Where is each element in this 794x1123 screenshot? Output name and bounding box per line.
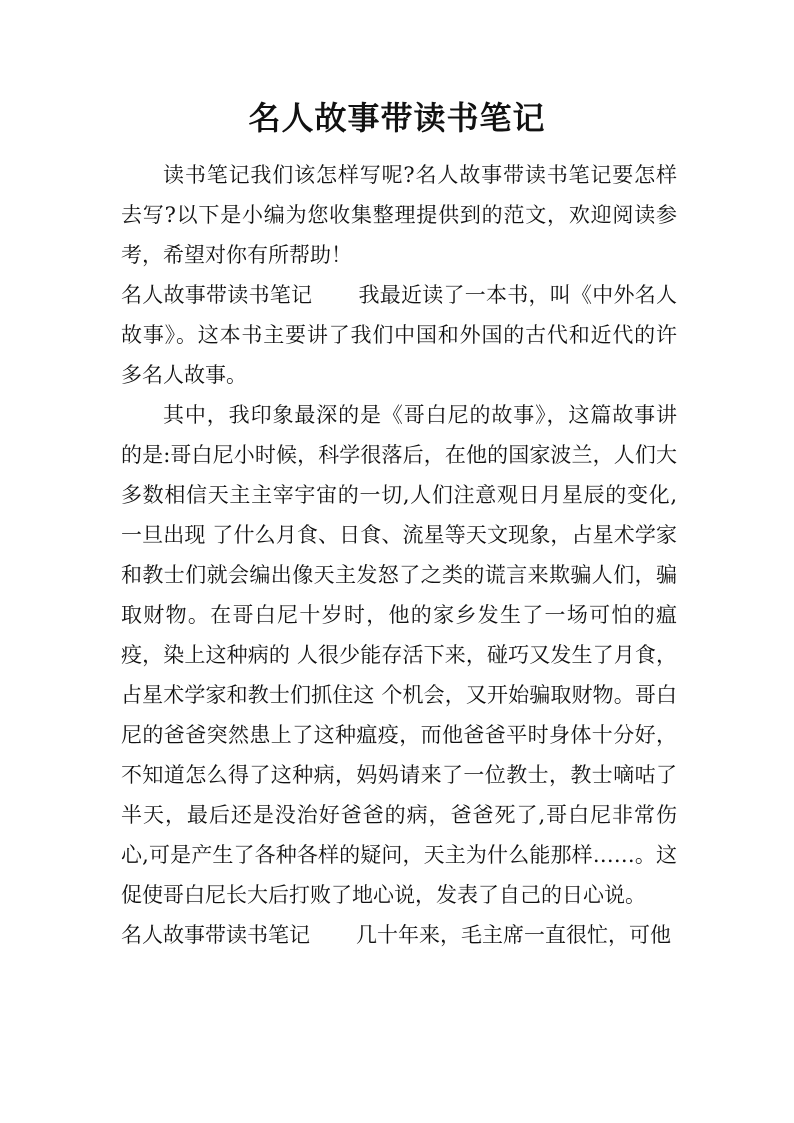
intro-paragraph: 读书笔记我们该怎样写呢?名人故事带读书笔记要怎样去写?以下是小编为您收集整理提供到的范文，欢迎阅读参考，希望对你有所帮助！ [121,163,677,267]
section-1-paragraph [121,275,677,395]
page-title: 名人故事带读书笔记 [248,99,546,137]
section-2-paragraph [121,915,677,955]
section-2-text: 几十年来，毛主席一直很忙，可他 [356,923,671,947]
section-2-heading: 名人故事带读书笔记 [121,923,310,947]
section-1-text: 我最近读了一本书，叫《中外名人故事》。这本书主要讲了我们中国和外国的古代和近代的许多名人故事。 [121,283,677,387]
section-1-heading: 名人故事带读书笔记 [121,283,313,307]
document-body [121,155,677,955]
body-paragraph: 其中，我印象最深的是《哥白尼的故事》，这篇故事讲的是:哥白尼小时候，科学很落后，在他的国家波兰，人们大多数相信天主主宰宇宙的一切,人们注意观日月星辰的变化,一旦出现 了什么月食、日食、流星等天文现象，占星术学家和教士们就会编出像天主发怒了之类的谎言来欺骗人们，骗取财物。在哥白尼十岁时，他的家乡发生了一场可怕的瘟疫，染上这种病的 人很少能存活下来，碰巧又发生了月食，占星术学家和教士们抓住这 个机会，又开始骗取财物。哥白尼的爸爸突然患上了这种瘟疫，而他爸爸平时身体十分好，不知道怎么得了这种病，妈妈请来了一位教士，教士嘀咕了半天，最后还是没治好爸爸的病，爸爸死了,哥白尼非常伤心,可是产生了各种各样的疑问，天主为什么能那样……。这促使哥白尼长大后打败了地心说，发表了自己的日心说。 [121,403,677,907]
